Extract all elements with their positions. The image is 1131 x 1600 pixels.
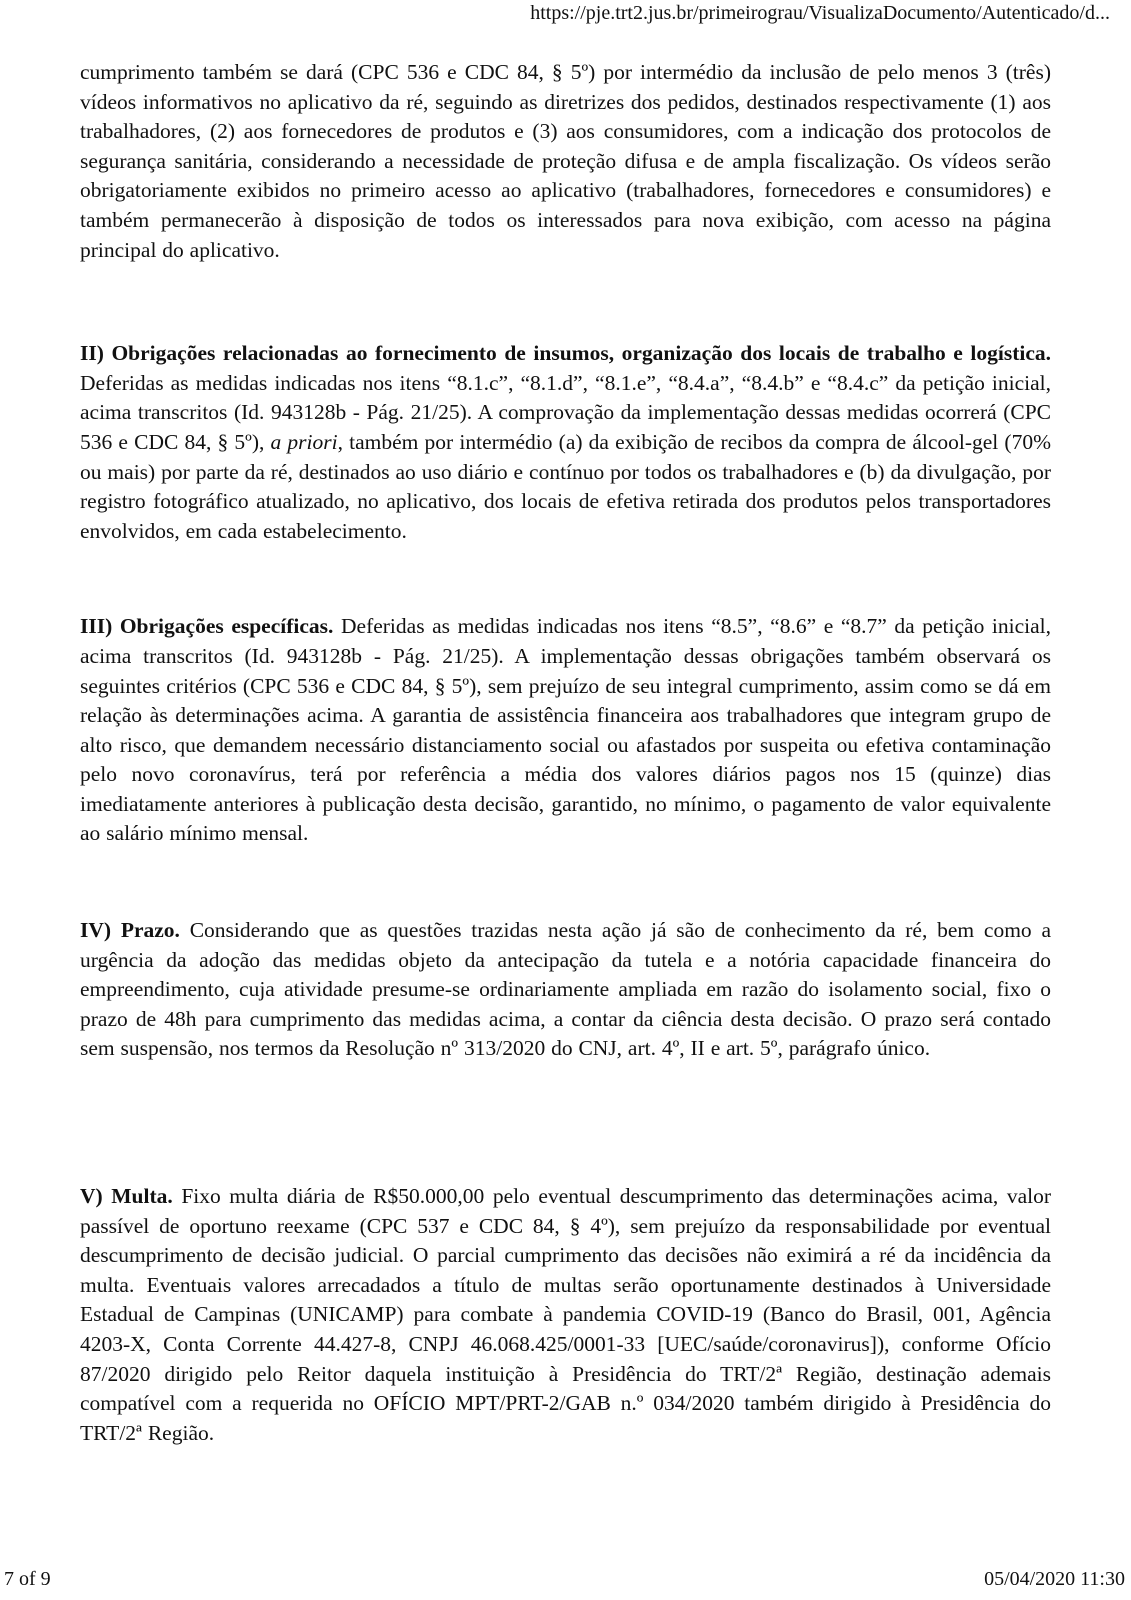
print-timestamp: 05/04/2020 11:30 <box>984 1568 1125 1590</box>
section-ii-paragraph: II) Obrigações relacionadas ao fornecimento de insumos, organização dos locais de trabalho e logística. Deferidas as medidas indicadas nos itens “8.1.c”, “8.1.d”, “8.1.e”, “8.4.a”, “8.4.b” e “8.4.c” da petição inicial, acima transcritos (Id. 943128b - Pág. 21/25). A comprovação da implementação dessas medidas ocorrerá (CPC 536 e CDC 84, § 5º), a priori, também por intermédio (a) da exibição de recibos da compra de álcool-gel (70% ou mais) por parte da ré, destinados ao uso diário e contínuo por todos os trabalhadores e (b) da divulgação, por registro fotográfico atualizado, no aplicativo, dos locais de efetiva retirada dos produtos pelos transportadores envolvidos, em cada estabelecimento. <box>80 341 1051 543</box>
document-source-url: https://pje.trt2.jus.br/primeirograu/VisualizaDocumento/Autenticado/d... <box>530 2 1110 24</box>
section-v-paragraph: V) Multa. Fixo multa diária de R$50.000,00 pelo eventual descumprimento das determinações acima, valor passível de oportuno reexame (CPC 537 e CDC 84, § 4º), sem prejuízo da responsabilidade por eventual descumprimento de decisão judicial. O parcial cumprimento das decisões não eximirá a ré da incidência da multa. Eventuais valores arrecadados a título de multas serão oportunamente destinados à Universidade Estadual de Campinas (UNICAMP) para combate à pandemia COVID-19 (Banco do Brasil, 001, Agência 4203-X, Conta Corrente 44.427-8, CNPJ 46.068.425/0001-33 [UEC/saúde/coronavirus]), conforme Ofício 87/2020 dirigido pelo Reitor daquela instituição à Presidência do TRT/2ª Região, destinação ademais compatível com a requerida no OFÍCIO MPT/PRT-2/GAB n.º 034/2020 também dirigido à Presidência do TRT/2ª Região. <box>80 1184 1051 1445</box>
section-iv-paragraph: IV) Prazo. Considerando que as questões trazidas nesta ação já são de conhecimento da ré, bem como a urgência da adoção das medidas objeto da antecipação da tutela e a notória capacidade financeira do empreendimento, cuja atividade presume-se ordinariamente ampliada em razão do isolamento social, fixo o prazo de 48h para cumprimento das medidas acima, a contar da ciência desta decisão. O prazo será contado sem suspensão, nos termos da Resolução nº 313/2020 do CNJ, art. 4º, II e art. 5º, parágrafo único. <box>80 918 1051 1061</box>
document-body <box>80 58 1051 1448</box>
continuation-paragraph: cumprimento também se dará (CPC 536 e CDC 84, § 5º) por intermédio da inclusão de pelo menos 3 (três) vídeos informativos no aplicativo da ré, seguindo as diretrizes dos pedidos, destinados respectivamente (1) aos trabalhadores, (2) aos fornecedores de produtos e (3) aos consumidores, com a indicação dos protocolos de segurança sanitária, considerando a necessidade de proteção difusa e de ampla fiscalização. Os vídeos serão obrigatoriamente exibidos no primeiro acesso ao aplicativo (trabalhadores, fornecedores e consumidores) e também permanecerão à disposição de todos os interessados para nova exibição, com acesso na página principal do aplicativo. <box>80 60 1051 262</box>
page-number-indicator: 7 of 9 <box>4 1568 51 1590</box>
section-iii-paragraph: III) Obrigações específicas. Deferidas as medidas indicadas nos itens “8.5”, “8.6” e “8.7” da petição inicial, acima transcritos (Id. 943128b - Pág. 21/25). A implementação dessas obrigações também observará os seguintes critérios (CPC 536 e CDC 84, § 5º), sem prejuízo de seu integral cumprimento, assim como se dá em relação às determinações acima. A garantia de assistência financeira aos trabalhadores que integram grupo de alto risco, que demandem necessário distanciamento social ou afastados por suspeita ou efetiva contaminação pelo novo coronavírus, terá por referência a média dos valores diários pagos nos 15 (quinze) dias imediatamente anteriores à publicação desta decisão, garantido, no mínimo, o pagamento de valor equivalente ao salário mínimo mensal. <box>80 614 1051 846</box>
